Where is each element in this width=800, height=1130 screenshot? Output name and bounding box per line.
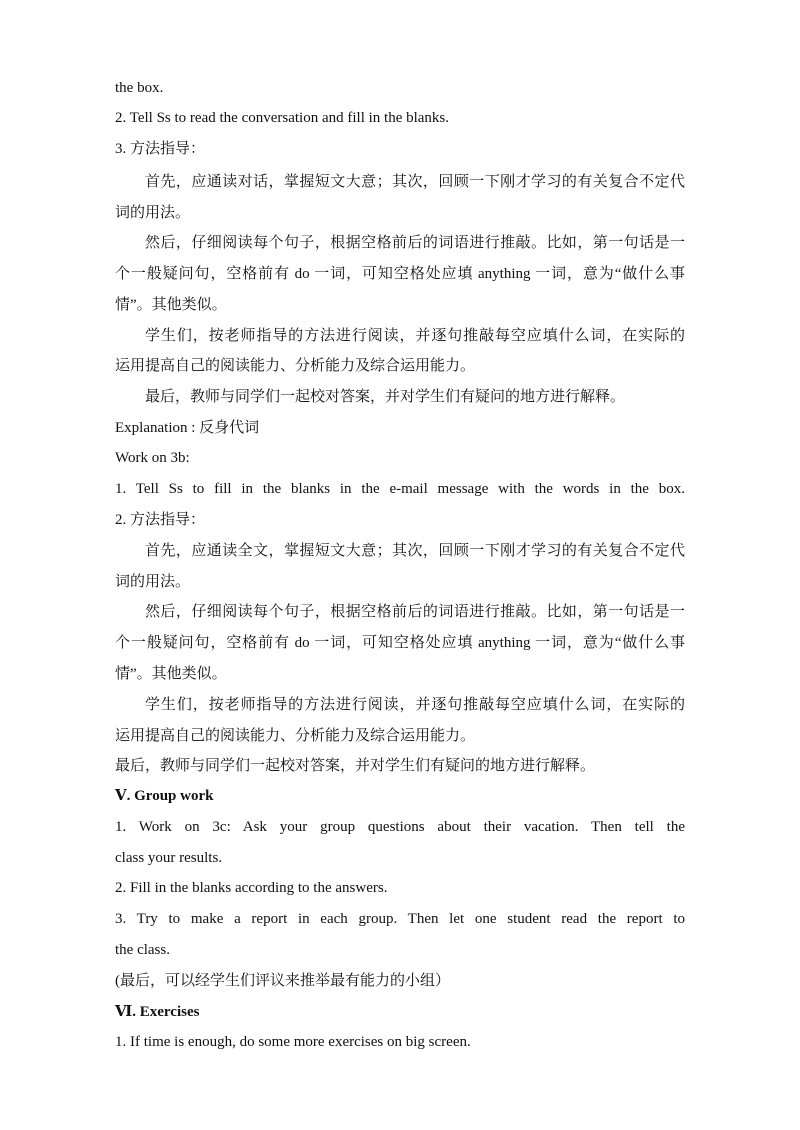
instruction-line: 1. If time is enough, do some more exercises on big screen. — [115, 1034, 471, 1050]
paragraph-line: 词的用法。 — [115, 574, 191, 590]
paragraph-line: 个一般疑问句，空格前有 do 一词，可知空格处应填 anything 一词，意为“做什么事 — [115, 635, 685, 651]
paragraph-line: 情”。其他类似。 — [115, 666, 227, 682]
explanation-line: Explanation : 反身代词 — [115, 420, 260, 436]
instruction-line: class your results. — [115, 850, 223, 866]
instruction-line: 3. Try to make a report in each group. Then let one student read the report to — [115, 911, 685, 927]
section-heading: Ⅴ. Group work — [115, 788, 214, 804]
paragraph-line: 情”。其他类似。 — [115, 297, 227, 313]
paragraph-line: the box. — [115, 80, 164, 96]
paragraph-line: 个一般疑问句，空格前有 do 一词，可知空格处应填 anything 一词，意为“做什么事 — [115, 266, 685, 282]
paragraph-line: 运用提高自己的阅读能力、分析能力及综合运用能力。 — [115, 358, 476, 374]
instruction-line: 2. Tell Ss to read the conversation and fill in the blanks. — [115, 110, 450, 126]
instruction-line: 1. Work on 3c: Ask your group questions about their vacation. Then tell the — [115, 819, 685, 835]
paragraph-line: 学生们，按老师指导的方法进行阅读，并逐句推敲每空应填什么词，在实际的 — [145, 697, 685, 713]
method-heading: 3. 方法指导： — [115, 141, 206, 157]
instruction-line: the class. — [115, 942, 170, 958]
paragraph-line: 最后，教师与同学们一起校对答案，并对学生们有疑问的地方进行解释。 — [115, 758, 596, 774]
paragraph-line: 然后，仔细阅读每个句子，根据空格前后的词语进行推敲。比如，第一句话是一 — [145, 604, 685, 620]
work-heading: Work on 3b: — [115, 450, 190, 466]
method-heading: 2. 方法指导： — [115, 512, 206, 528]
section-heading: Ⅵ. Exercises — [115, 1004, 200, 1020]
note-line: (最后，可以经学生们评议来推举最有能力的小组） — [115, 973, 450, 989]
paragraph-line: 学生们，按老师指导的方法进行阅读，并逐句推敲每空应填什么词，在实际的 — [145, 328, 685, 344]
paragraph-line: 首先，应通读对话，掌握短文大意；其次，回顾一下刚才学习的有关复合不定代 — [145, 174, 685, 190]
paragraph-line: 然后，仔细阅读每个句子，根据空格前后的词语进行推敲。比如，第一句话是一 — [145, 235, 685, 251]
instruction-line: 2. Fill in the blanks according to the answers. — [115, 880, 388, 896]
instruction-line: 1. Tell Ss to fill in the blanks in the e-mail message with the words in the box. — [115, 481, 685, 497]
paragraph-line: 首先，应通读全文，掌握短文大意；其次，回顾一下刚才学习的有关复合不定代 — [145, 543, 685, 559]
paragraph-line: 词的用法。 — [115, 205, 191, 221]
paragraph-line: 最后，教师与同学们一起校对答案，并对学生们有疑问的地方进行解释。 — [145, 389, 626, 405]
paragraph-line: 运用提高自己的阅读能力、分析能力及综合运用能力。 — [115, 728, 476, 744]
